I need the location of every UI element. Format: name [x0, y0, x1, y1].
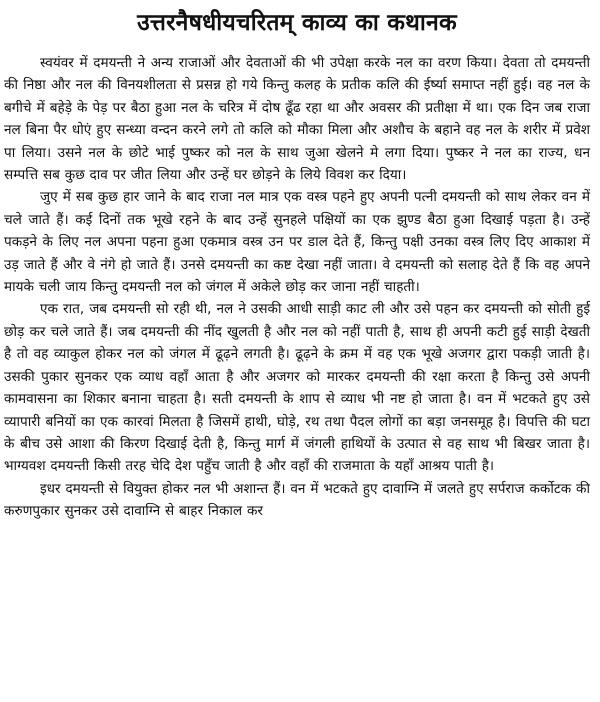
paragraph-2: जुए में सब कुछ हार जाने के बाद राजा नल मात्र एक वस्त्र पहने हुए अपनी पत्नी दमयन्ती को साथ लेकर वन में चले जाते हैं। कई दिनों तक भूखे रहने के बाद उन्हें सुनहले पक्षियों का एक झुण्ड बैठा हुआ दिखाई पड़ता है। उन्हें पकड़ने के लिए नल अपना पहना हुआ एकमात्र वस्त्र उन पर डाल देते हैं, किन्तु पक्षी उनका वस्त्र लिए दिए आकाश में उड़ जाते हैं और वे नंगे हो जाते हैं। उनसे दमयन्ती का कष्ट देखा नहीं जाता। वे दमयन्ती को सलाह देते हैं कि वह अपने मायके चली जाय किन्तु दमयन्ती नल को जंगल में अकेले छोड़ कर जाना नहीं चाहती। — [4, 189, 590, 296]
document-title: उत्तरनैषधीयचरितम् काव्य का कथानक — [137, 10, 457, 36]
paragraph-1: स्वयंवर में दमयन्ती ने अन्य राजाओं और देवताओं की भी उपेक्षा करके नल का वरण किया। देवता तो दमयन्ती की निष्ठा और नल की विनयशीलता से प्रसन्न हो गये किन्तु कलह के प्रतीक कलि की ईर्ष्या समाप्त नहीं हुई। वह नल के बगीचे में बहेड़े के पेड़ पर बैठा हुआ नल के चरित्र में दोष ढूँढ रहा था और अवसर की प्रतीक्षा में था। एक दिन जब राजा नल बिना पैर धोएं हुए सन्ध्या वन्दन करने लगे तो कलि को मौका मिला और अशौच के बहाने वह नल के शरीर में प्रवेश पा लिया। उसने नल के छोटे भाई पुष्कर को नल के साथ जुआ खेलने मे लगा दिया। पुष्कर ने नल का राज्य, धन सम्पत्ति सब कुछ दाव पर जीत लिया और उन्हें घर छोड़ने के लिये विवश कर दिया। — [4, 55, 590, 184]
paragraph-4: इधर दमयन्ती से वियुक्त होकर नल भी अशान्त हैं। वन में भटकते हुए दावाग्नि में जलते हुए सर्पराज कर्कोटक की करुणपुकार सुनकर उसे दावाग्नि से बाहर निकाल कर — [4, 480, 590, 520]
paragraph-3: एक रात, जब दमयन्ती सो रही थी, नल ने उसकी आधी साड़ी काट ली और उसे पहन कर दमयन्ती को सोती हुई छोड़ कर चले जाते हैं। जब दमयन्ती की नींद खुलती है और नल को नहीं पाती है, साथ ही अपनी कटी हुई साड़ी देखती है तो वह व्याकुल होकर नल को जंगल में ढूढ़ने लगती है। ढूढ़ने के क्रम में वह एक भूखे अजगर द्वारा पकड़ी जाती है। उसकी पुकार सुनकर एक व्याध वहाँ आता है और अजगर को मारकर दमयन्ती की रक्षा करता है किन्तु उसे अपनी कामवासना का शिकार बनाना चाहता है। सती दमयन्ती के शाप से व्याध भी नष्ट हो जाता है। वन में भटकते हुए उसे व्यापारी बनियों का एक कारवां मिलता है जिसमें हाथी, घोड़े, रथ तथा पैदल लोगों का बड़ा जनसमूह है। विपत्ति की घटा के बीच उसे आशा की किरण दिखाई देती है, किन्तु मार्ग में जंगली हाथियों के उत्पात से वह साथ भी बिखर जाता है। भाग्यवश दमयन्ती किसी तरह चेदि देश पहुँच जाती है और वहाँ की राजमाता के यहाँ आश्रय पाती है। — [4, 301, 590, 475]
